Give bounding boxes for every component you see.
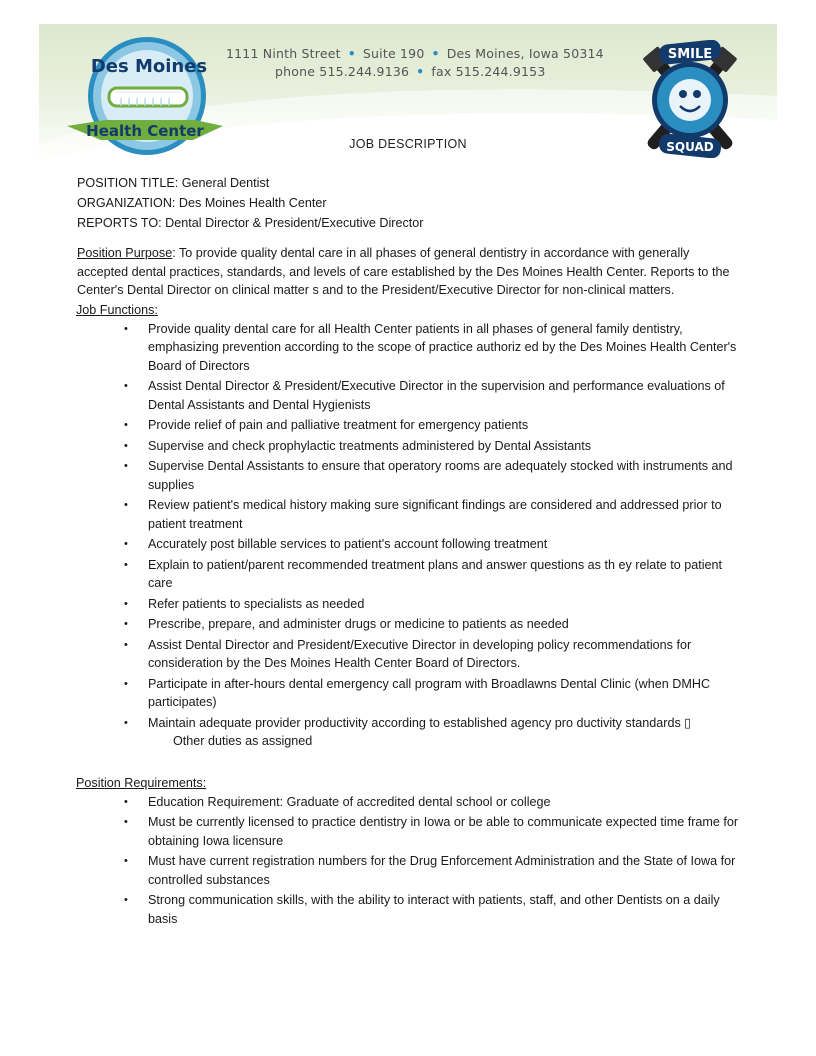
list-item bbox=[148, 714, 743, 751]
logo-text-squad: SQUAD bbox=[666, 140, 714, 154]
position-purpose-label: Position Purpose bbox=[77, 246, 173, 260]
organization: ORGANIZATION: Des Moines Health Center bbox=[77, 196, 327, 210]
document-body bbox=[77, 173, 743, 930]
list-item: • Must be currently licensed to practice dentistry in Iowa or be able to communicate expected time frame for obtaining Iowa licensure bbox=[148, 813, 743, 850]
position-requirements-heading: Position Requirements: bbox=[76, 775, 207, 790]
position-requirements-list bbox=[77, 793, 743, 929]
fax-number: fax 515.244.9153 bbox=[431, 64, 546, 79]
list-item: • Accurately post billable services to patient's account following treatment bbox=[148, 535, 743, 554]
position-meta bbox=[77, 173, 743, 233]
list-item: • Education Requirement: Graduate of accredited dental school or college bbox=[148, 793, 743, 812]
separator-dot: • bbox=[347, 46, 356, 61]
logo-text-des-moines: Des Moines bbox=[90, 56, 208, 77]
list-item: • Assist Dental Director & President/Executive Director in the supervision and performance evaluations of Dental Assistants and Dental Hygienists bbox=[148, 377, 743, 414]
list-item: • Provide relief of pain and palliative treatment for emergency patients bbox=[148, 416, 743, 435]
list-item: • Explain to patient/parent recommended treatment plans and answer questions as th ey relate to patient care bbox=[148, 556, 743, 593]
list-item: • Participate in after-hours dental emergency call program with Broadlawns Dental Clinic (when DMHC participates) bbox=[148, 675, 743, 712]
city-state-zip: Des Moines, Iowa 50314 bbox=[446, 46, 604, 61]
separator-dot: • bbox=[416, 64, 425, 79]
list-item: • Supervise and check prophylactic treatments administered by Dental Assistants bbox=[148, 437, 743, 456]
job-functions-heading: Job Functions: bbox=[76, 302, 158, 317]
position-title: POSITION TITLE: General Dentist bbox=[77, 176, 270, 190]
logo-text-health-center: Health Center bbox=[86, 122, 204, 140]
list-item: • Prescribe, prepare, and administer drugs or medicine to patients as needed bbox=[148, 615, 743, 634]
street-address: 1111 Ninth Street bbox=[226, 46, 341, 61]
position-purpose-text: : To provide quality dental care in all phases of general dentistry in accordance with generally accepted dental practices, standards, and levels of care established by the Des Moines Health Center. Reports to the Center's Dental Director on clinical matter s and to the President/Executive Director for non-clinical matters. bbox=[77, 246, 730, 297]
document-title: JOB DESCRIPTION bbox=[349, 137, 467, 151]
job-functions-list bbox=[77, 320, 743, 751]
list-item: • Refer patients to specialists as needed bbox=[148, 595, 743, 614]
position-purpose bbox=[77, 244, 743, 300]
phone-number: phone 515.244.9136 bbox=[275, 64, 410, 79]
list-item: • Supervise Dental Assistants to ensure that operatory rooms are adequately stocked with instruments and supplies bbox=[148, 457, 743, 494]
logo-text-smile: SMILE bbox=[667, 47, 713, 62]
suite-number: Suite 190 bbox=[362, 46, 425, 61]
reports-to: REPORTS TO: Dental Director & President/Executive Director bbox=[77, 216, 424, 230]
section-spacer bbox=[77, 753, 743, 773]
list-item: • Provide quality dental care for all Health Center patients in all phases of general family dentistry, emphasizing prevention according to the scope of practice authoriz ed by the Des Moines Health Center's Board of Directors bbox=[148, 320, 743, 376]
list-item: • Must have current registration numbers for the Drug Enforcement Administration and the State of Iowa for controlled substances bbox=[148, 852, 743, 889]
list-item: • Review patient's medical history making sure significant findings are considered and addressed prior to patient treatment bbox=[148, 496, 743, 533]
separator-dot: • bbox=[431, 46, 440, 61]
list-item-text: Maintain adequate provider productivity according to established agency pro ductivity standards ▯ bbox=[148, 715, 692, 730]
list-item: • Strong communication skills, with the ability to interact with patients, staff, and other Dentists on a daily basis bbox=[148, 891, 743, 928]
list-item-continuation: Other duties as assigned bbox=[173, 734, 313, 748]
list-item: • Assist Dental Director and President/Executive Director in developing policy recommendations for consideration by the Des Moines Health Center Board of Directors. bbox=[148, 636, 743, 673]
